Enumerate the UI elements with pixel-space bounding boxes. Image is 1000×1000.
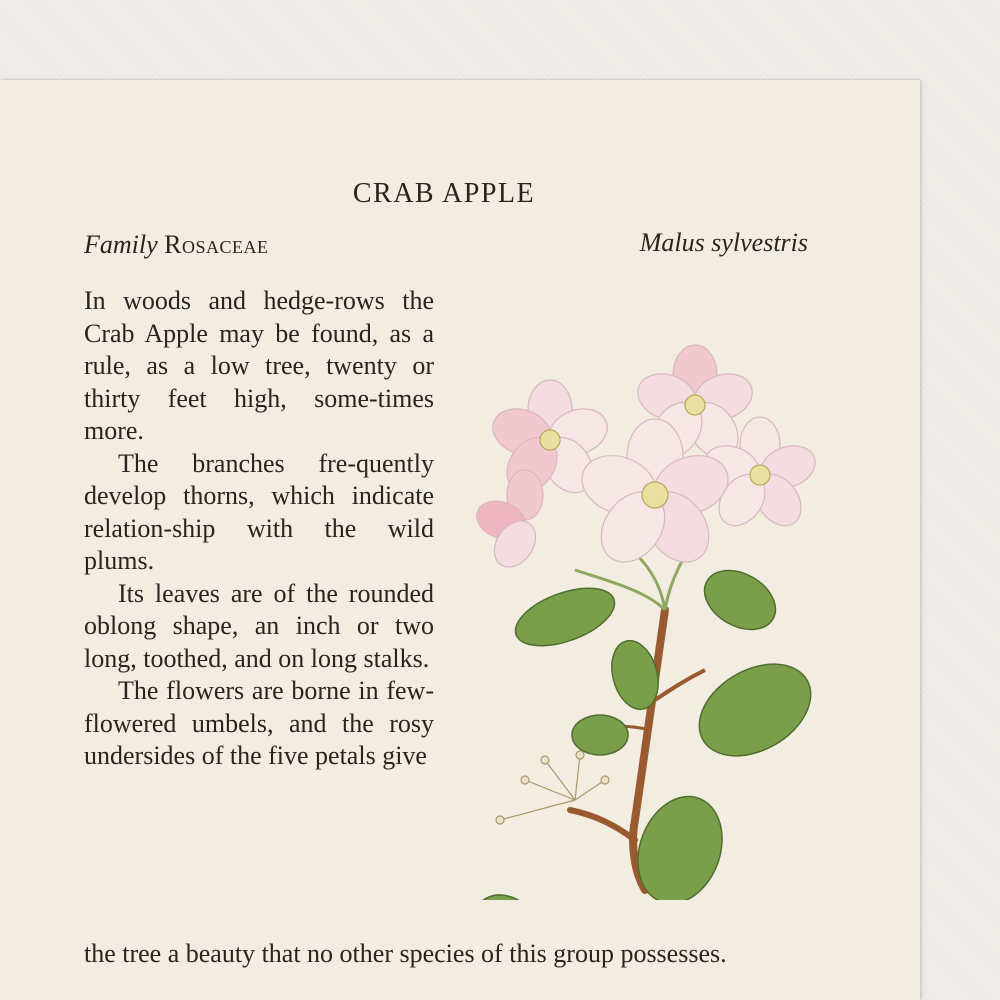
species-name: Malus sylvestris: [639, 228, 808, 257]
paragraph-flowers-continued: the tree a beauty that no other species of this group possesses.: [84, 939, 727, 968]
family-label: [84, 230, 269, 260]
description-text: [84, 285, 434, 773]
book-page: [0, 80, 920, 1000]
crab-apple-blossom-icon: [455, 280, 840, 900]
paragraph-branches: The branches fre-quently develop thorns, which indicate relation-ship with the wild plums.: [84, 448, 434, 575]
paragraph-flowers: The flowers are borne in few-flowered umbels, and the rosy undersides of the five petals give: [84, 676, 434, 770]
page-title: CRAB APPLE: [352, 178, 536, 209]
family-prefix: Family: [84, 230, 158, 259]
paragraph-leaves: Its leaves are of the rounded oblong shape, an inch or two long, toothed, and on long stalks.: [84, 578, 434, 673]
paragraph-habitat: In woods and hedge-rows the Crab Apple may be found, as a rule, as a low tree, twenty or thirty feet high, some-times more.: [84, 286, 434, 445]
family-name: Rosaceae: [164, 230, 269, 259]
